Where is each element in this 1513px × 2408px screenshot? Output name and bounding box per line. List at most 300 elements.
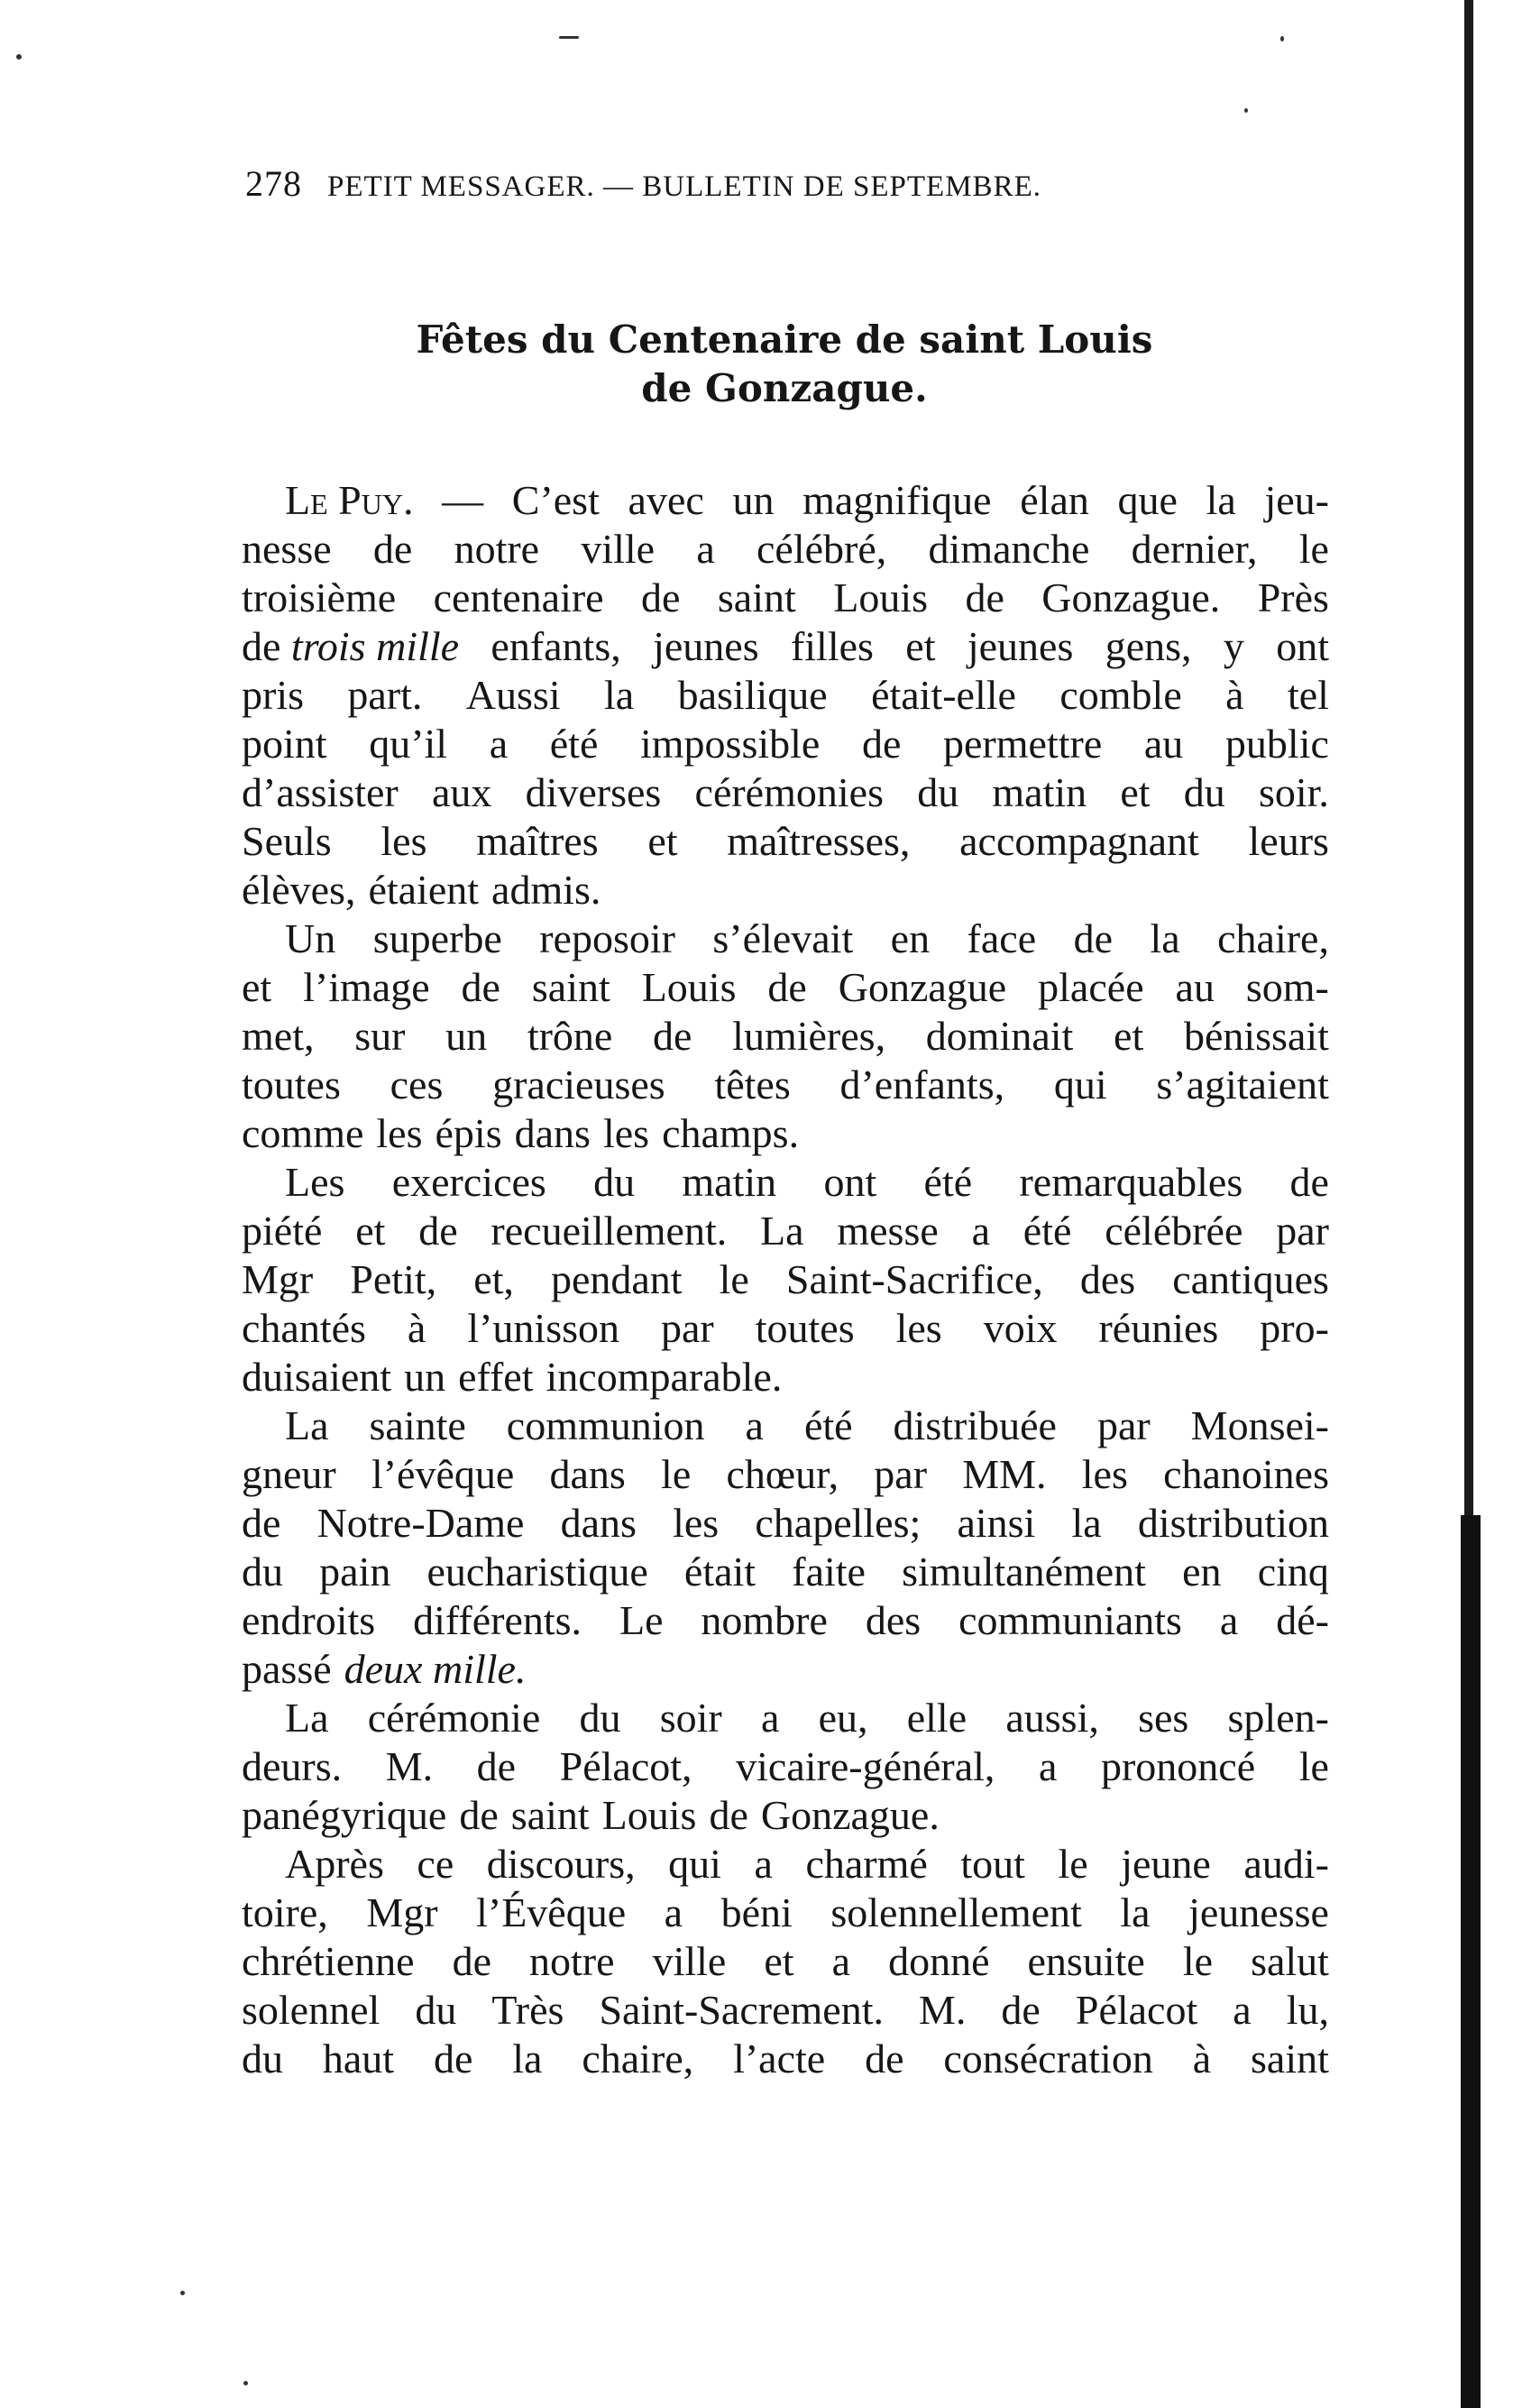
- text-line: [242, 768, 1329, 817]
- word: et: [355, 1208, 386, 1254]
- word: a: [754, 1841, 773, 1887]
- word: Louis: [641, 964, 737, 1010]
- word: gracieuses: [492, 1062, 665, 1107]
- word: et: [1114, 1013, 1144, 1059]
- word: les: [376, 1110, 423, 1156]
- word: tout: [960, 1841, 1025, 1887]
- word: dominait: [925, 1013, 1074, 1059]
- word: Saint-Sacrifice,: [785, 1256, 1043, 1302]
- text-line: [242, 1304, 1329, 1353]
- word: saint: [1251, 2036, 1329, 2082]
- word: ce: [417, 1841, 454, 1887]
- word: permettre: [943, 721, 1103, 767]
- word: prononcé: [1100, 1743, 1256, 1789]
- scan-speck: [1244, 108, 1248, 113]
- word: MM.: [962, 1451, 1047, 1497]
- text-line: [242, 866, 1329, 914]
- word: panégyrique: [242, 1792, 447, 1838]
- word: Seuls: [242, 818, 332, 864]
- text-line: [242, 1889, 1329, 1937]
- word: tel: [1287, 672, 1329, 718]
- scan-speck: [16, 54, 22, 60]
- word: élan: [1020, 477, 1089, 523]
- text-line: [242, 1450, 1329, 1499]
- word: chanoines: [1163, 1451, 1329, 1497]
- word: de: [1073, 915, 1113, 961]
- word: de: [1001, 1987, 1041, 2033]
- word: était-elle: [871, 672, 1016, 718]
- word: ainsi: [957, 1500, 1036, 1546]
- word: maîtresses,: [727, 818, 911, 864]
- italic-phrase: trois mille: [290, 623, 460, 669]
- word: célébré,: [756, 526, 887, 572]
- word: La: [285, 1695, 329, 1741]
- word: par: [661, 1305, 714, 1351]
- word: Notre-Dame: [316, 1500, 525, 1546]
- text-line: [242, 1109, 1329, 1158]
- scan-speck: [1280, 36, 1284, 41]
- word: troisième: [242, 574, 397, 620]
- word: public: [1224, 721, 1329, 767]
- word: a: [664, 1889, 683, 1935]
- word: nombre: [701, 1597, 828, 1643]
- word: de: [709, 1792, 748, 1838]
- word: de: [767, 964, 807, 1010]
- word: de: [653, 1013, 692, 1059]
- word: haut: [322, 2036, 395, 2082]
- word: chapelles;: [755, 1500, 922, 1546]
- word: de: [433, 2036, 473, 2082]
- word: saint: [717, 574, 796, 620]
- word: à: [407, 1305, 426, 1351]
- word: discours,: [486, 1841, 636, 1887]
- word: de: [1289, 1159, 1329, 1205]
- word: M.: [919, 1987, 967, 2033]
- word: sur: [354, 1013, 406, 1059]
- word: cinq: [1257, 1549, 1329, 1595]
- word: nesse: [242, 526, 332, 572]
- word: de: [452, 1938, 491, 1984]
- word: saint: [531, 964, 610, 1010]
- word: Gonzague.: [1041, 574, 1221, 620]
- word: célébrée: [1105, 1208, 1243, 1254]
- word: admis.: [491, 867, 601, 913]
- word: duisaient: [242, 1354, 392, 1400]
- word: du: [242, 2036, 283, 2082]
- word: de: [965, 574, 1004, 620]
- word: ses: [1138, 1695, 1189, 1741]
- word: piété: [242, 1208, 323, 1254]
- word: à: [1192, 2036, 1212, 2082]
- word: exercices: [391, 1159, 546, 1205]
- word: d’enfants,: [839, 1062, 1005, 1107]
- page-number: 278: [245, 163, 302, 204]
- word: comme: [242, 1110, 364, 1156]
- word: solennellement: [830, 1889, 1082, 1935]
- word: distribuée: [893, 1402, 1057, 1448]
- word: dans: [549, 1451, 626, 1497]
- word: la: [604, 672, 635, 718]
- place-name: Le Puy.: [285, 477, 414, 523]
- word: faite: [792, 1549, 866, 1595]
- word: part.: [347, 672, 423, 718]
- text-line: [242, 1840, 1329, 1889]
- text-line: [242, 1061, 1329, 1109]
- article-title-line-2: de Gonzague.: [641, 366, 928, 410]
- word: l’unisson: [467, 1305, 620, 1351]
- word: le: [1058, 1841, 1088, 1887]
- word: dans: [514, 1110, 591, 1156]
- word: les: [1081, 1451, 1128, 1497]
- text-line: [242, 1937, 1329, 1986]
- text-line: [242, 1207, 1329, 1255]
- word: [242, 622, 459, 671]
- word: notre: [529, 1938, 615, 1984]
- word: chrétienne: [242, 1938, 415, 1984]
- word: eucharistique: [426, 1549, 648, 1595]
- word: des: [865, 1597, 922, 1643]
- word: salut: [1251, 1938, 1329, 1984]
- word: voix: [983, 1305, 1058, 1351]
- word: du: [579, 1695, 621, 1741]
- word: ont: [1276, 623, 1329, 669]
- word: Pélacot,: [559, 1743, 692, 1789]
- word: Mgr: [366, 1889, 438, 1935]
- word: cérémonies: [694, 769, 884, 815]
- word: bénissait: [1183, 1013, 1329, 1059]
- word: gens,: [1105, 623, 1192, 669]
- word: distribution: [1137, 1500, 1329, 1546]
- word: incomparable.: [546, 1354, 783, 1400]
- scan-speck: [243, 2381, 248, 2385]
- word: maîtres: [476, 818, 599, 864]
- word: charmé: [805, 1841, 928, 1887]
- word: lumières,: [732, 1013, 886, 1059]
- word: som-: [1245, 964, 1329, 1010]
- word: un: [732, 477, 775, 523]
- word: communion: [506, 1402, 705, 1448]
- word: a: [696, 526, 715, 572]
- text-line: [242, 914, 1329, 963]
- word: a: [831, 1938, 851, 1984]
- word: jeunesse: [1188, 1889, 1329, 1935]
- text-line: [242, 1742, 1329, 1791]
- word: a: [489, 721, 509, 767]
- word: été: [1022, 1208, 1072, 1254]
- text-line: [242, 1353, 1329, 1402]
- word: elle: [906, 1695, 967, 1741]
- word: leurs: [1248, 818, 1329, 864]
- word: des: [1079, 1256, 1136, 1302]
- text-line: [242, 476, 1329, 525]
- word: splen-: [1227, 1695, 1329, 1741]
- word: jeune: [1121, 1841, 1211, 1887]
- word: dernier,: [1131, 526, 1258, 572]
- word: soir: [659, 1695, 722, 1741]
- word: les: [602, 1110, 650, 1156]
- word: le: [1298, 526, 1329, 572]
- word: Mgr: [242, 1256, 314, 1302]
- word: cantiques: [1172, 1256, 1329, 1302]
- word: face: [967, 915, 1037, 961]
- word: Monsei-: [1190, 1402, 1329, 1448]
- word: était: [683, 1549, 756, 1595]
- word: toutes: [242, 1062, 341, 1107]
- word: un: [445, 1013, 488, 1059]
- word: chaire,: [582, 2036, 694, 2082]
- word: et: [1120, 769, 1151, 815]
- word: cérémonie: [367, 1695, 541, 1741]
- word: la: [1150, 915, 1180, 961]
- word: Très: [491, 1987, 564, 2033]
- word: s’élevait: [712, 915, 854, 961]
- word: à: [1225, 672, 1244, 718]
- text-line: [242, 1791, 1329, 1840]
- word: que: [1117, 477, 1178, 523]
- word: remarquables: [1019, 1159, 1243, 1205]
- word: la: [1071, 1500, 1102, 1546]
- word: dimanche: [928, 526, 1090, 572]
- text-line: [242, 671, 1329, 720]
- word: du: [917, 769, 959, 815]
- word: matin: [992, 769, 1087, 815]
- word: la: [1206, 477, 1236, 523]
- word: enfants,: [491, 623, 621, 669]
- word: en: [890, 915, 931, 961]
- word: centenaire: [433, 574, 604, 620]
- word: notre: [454, 526, 540, 572]
- word: chaire,: [1217, 915, 1329, 961]
- word: ensuite: [1027, 1938, 1145, 1984]
- scan-speck: [180, 2291, 185, 2295]
- word: de: [459, 1792, 499, 1838]
- word: ces: [390, 1062, 444, 1107]
- running-header: [245, 162, 1291, 205]
- text-line: [242, 1402, 1329, 1450]
- article-title-line-1: Fêtes du Centenaire de saint Louis: [416, 317, 1153, 362]
- word: par: [1276, 1208, 1329, 1254]
- word: au: [1175, 964, 1215, 1010]
- word: d’assister: [242, 769, 399, 815]
- word: la: [1120, 1889, 1151, 1935]
- word: Gonzague: [838, 964, 1007, 1010]
- text-line: [242, 720, 1329, 768]
- word: sainte: [369, 1402, 466, 1448]
- word: du: [593, 1159, 636, 1205]
- word: jeunes: [653, 623, 759, 669]
- word: placée: [1038, 964, 1144, 1010]
- word: chœur,: [726, 1451, 839, 1497]
- word: têtes: [714, 1062, 791, 1107]
- word: saint: [510, 1792, 590, 1838]
- word: Près: [1257, 574, 1329, 620]
- word: messe: [837, 1208, 939, 1254]
- word: élèves,: [242, 867, 356, 913]
- word: toutes: [755, 1305, 855, 1351]
- word: a: [745, 1402, 764, 1448]
- word: simultanément: [902, 1549, 1146, 1595]
- word: le: [719, 1256, 749, 1302]
- text-line: [242, 2035, 1329, 2083]
- word: jeu-: [1264, 477, 1329, 523]
- word: soir.: [1258, 769, 1329, 815]
- word: —: [442, 477, 484, 523]
- word: et: [647, 818, 678, 864]
- text-line: [242, 1499, 1329, 1548]
- word: reposoir: [539, 915, 675, 961]
- word: comble: [1059, 672, 1182, 718]
- word: Saint-Sacrement.: [599, 1987, 884, 2033]
- word: de: [865, 2036, 904, 2082]
- word: le: [661, 1451, 692, 1497]
- word: Gonzague.: [760, 1792, 940, 1838]
- word: matin: [682, 1159, 777, 1205]
- word: Les: [285, 1159, 345, 1205]
- word: Aussi: [465, 672, 561, 718]
- word: basilique: [677, 672, 828, 718]
- text-line: [242, 525, 1329, 574]
- word: par: [1096, 1402, 1151, 1448]
- word: pain: [319, 1549, 391, 1595]
- word: vicaire-général,: [736, 1743, 995, 1789]
- word: donné: [888, 1938, 990, 1984]
- word: a: [971, 1208, 990, 1254]
- word: béni: [720, 1889, 793, 1935]
- word: en: [1182, 1549, 1222, 1595]
- text-line: [242, 1596, 1329, 1645]
- word: du: [415, 1987, 457, 2033]
- word: Louis: [833, 574, 928, 620]
- word: épis: [435, 1110, 502, 1156]
- word: a: [760, 1695, 780, 1741]
- word: du: [242, 1549, 283, 1595]
- word: a: [1219, 1597, 1239, 1643]
- word: lu,: [1286, 1987, 1329, 2033]
- text-line: [242, 1986, 1329, 2035]
- word: au: [1143, 721, 1184, 767]
- word: passé: [242, 1646, 332, 1692]
- word: pendant: [550, 1256, 683, 1302]
- word: s’agitaient: [1156, 1062, 1329, 1107]
- word: La: [760, 1208, 804, 1254]
- text-line: [242, 574, 1329, 622]
- word: par: [874, 1451, 928, 1497]
- word: a: [1039, 1743, 1058, 1789]
- word: trône: [527, 1013, 613, 1059]
- word: endroits: [242, 1597, 376, 1643]
- word: magnifique: [802, 477, 992, 523]
- word: avec: [628, 477, 704, 523]
- word: met,: [242, 1013, 315, 1059]
- word: Le: [619, 1597, 664, 1643]
- word: qui: [668, 1841, 721, 1887]
- word: a: [1233, 1987, 1252, 2033]
- word: superbe: [372, 915, 502, 961]
- article-title: [243, 316, 1325, 413]
- word: Pélacot: [1075, 1987, 1198, 2033]
- word: qu’il: [369, 721, 448, 767]
- word: accompagnant: [959, 818, 1199, 864]
- word: le: [1182, 1938, 1214, 1984]
- word: l’Évêque: [476, 1889, 627, 1935]
- word: de: [242, 1500, 281, 1546]
- word: de: [242, 623, 281, 669]
- article-body: [242, 476, 1329, 2083]
- word: point: [242, 721, 327, 767]
- word: deurs.: [242, 1743, 343, 1789]
- word: Petit,: [350, 1256, 437, 1302]
- word: M.: [385, 1743, 434, 1789]
- word: ville: [652, 1938, 727, 1984]
- word: de: [372, 526, 413, 572]
- word: différents.: [413, 1597, 582, 1643]
- word: de: [476, 1743, 517, 1789]
- word: été: [803, 1402, 853, 1448]
- word: dans: [560, 1500, 637, 1546]
- word: aussi,: [1005, 1695, 1099, 1741]
- word: consécration: [943, 2036, 1153, 2082]
- italic-phrase: deux mille.: [344, 1646, 527, 1692]
- word: de: [641, 574, 681, 620]
- word: l’acte: [733, 2036, 826, 2082]
- word: de: [418, 1208, 458, 1254]
- word: ville: [581, 526, 656, 572]
- word: effet: [458, 1354, 534, 1400]
- running-title: PETIT MESSAGER. — BULLETIN DE SEPTEMBRE.: [327, 170, 1041, 203]
- word: toire,: [242, 1889, 328, 1935]
- word: dé-: [1276, 1597, 1329, 1643]
- word: été: [549, 721, 599, 767]
- word: Après: [285, 1841, 384, 1887]
- word: Louis: [601, 1792, 697, 1838]
- word: gneur: [242, 1451, 336, 1497]
- word: les: [381, 818, 427, 864]
- word: recueillement.: [491, 1208, 728, 1254]
- word: été: [923, 1159, 973, 1205]
- word: y: [1223, 623, 1244, 669]
- text-line: [242, 1012, 1329, 1061]
- word: pris: [242, 672, 304, 718]
- word: chantés: [242, 1305, 366, 1351]
- scan-speck: [559, 36, 579, 39]
- word: pro-: [1260, 1305, 1329, 1351]
- word: impossible: [640, 721, 821, 767]
- word: qui: [1053, 1062, 1107, 1107]
- page-edge-shadow-lower: [1461, 1515, 1481, 2408]
- word: Un: [285, 915, 336, 961]
- word: communiants: [958, 1597, 1182, 1643]
- word: audi-: [1243, 1841, 1329, 1887]
- word: filles: [790, 623, 874, 669]
- word: eu,: [818, 1695, 868, 1741]
- word: La: [285, 1402, 329, 1448]
- word: C’est: [511, 477, 600, 523]
- word: et,: [473, 1256, 514, 1302]
- word: champs.: [662, 1110, 800, 1156]
- word: la: [512, 2036, 543, 2082]
- text-line: [242, 1548, 1329, 1596]
- word: de: [861, 721, 902, 767]
- word: réunies: [1098, 1305, 1219, 1351]
- word: les: [673, 1500, 720, 1546]
- text-line: [242, 963, 1329, 1012]
- word: solennel: [242, 1987, 381, 2033]
- word: étaient: [368, 867, 480, 913]
- text-line: [242, 1158, 1329, 1207]
- word: l’évêque: [371, 1451, 515, 1497]
- text-line: [242, 817, 1329, 866]
- text-line: [242, 1645, 1329, 1694]
